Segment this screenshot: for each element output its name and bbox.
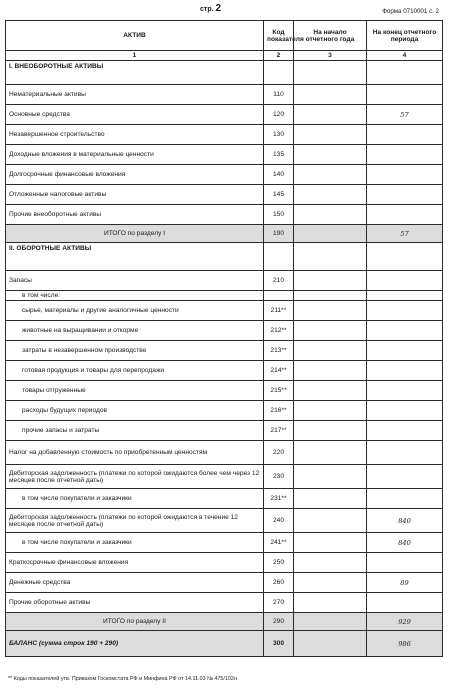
row-code: 213** bbox=[264, 341, 294, 361]
row-code: 231** bbox=[264, 489, 294, 509]
row-end-value bbox=[367, 381, 443, 401]
row-begin-value bbox=[294, 125, 367, 145]
table-row bbox=[6, 381, 443, 401]
row-label: готовая продукция и товары для перепродажи bbox=[6, 361, 264, 381]
row-label: Незавершенное строительство bbox=[6, 125, 264, 145]
row-end-value bbox=[367, 205, 443, 225]
row-end-value: 57 bbox=[367, 105, 443, 125]
row-label: БАЛАНС (сумма строк 190 + 290) bbox=[6, 631, 264, 657]
table-row bbox=[6, 243, 443, 271]
row-end-value bbox=[367, 291, 443, 301]
row-code: 270 bbox=[264, 593, 294, 613]
row-code: 150 bbox=[264, 205, 294, 225]
row-end-value bbox=[367, 489, 443, 509]
row-end-value bbox=[367, 465, 443, 489]
row-end-value bbox=[367, 125, 443, 145]
row-label: Налог на добавленную стоимость по приобретенным ценностям bbox=[6, 441, 264, 465]
row-label: товары отгруженные bbox=[6, 381, 264, 401]
row-begin-value bbox=[294, 341, 367, 361]
row-label: ИТОГО по разделу I bbox=[6, 225, 264, 243]
table-row bbox=[6, 341, 443, 361]
table-row bbox=[6, 465, 443, 489]
table-row bbox=[6, 145, 443, 165]
table-row bbox=[6, 85, 443, 105]
row-end-value: 840 bbox=[367, 533, 443, 553]
row-begin-value bbox=[294, 381, 367, 401]
row-label: в том числе покупатели и заказчики bbox=[6, 533, 264, 553]
row-end-value: 89 bbox=[367, 573, 443, 593]
row-label: Долгосрочные финансовые вложения bbox=[6, 165, 264, 185]
row-label: Дебиторская задолженность (платежи по которой ожидаются более чем через 12 месяцев после отчетной даты) bbox=[6, 465, 264, 489]
row-label: Запасы bbox=[6, 271, 264, 291]
table-row bbox=[6, 441, 443, 465]
row-begin-value bbox=[294, 243, 367, 271]
table-row bbox=[6, 185, 443, 205]
row-end-value bbox=[367, 421, 443, 441]
row-end-value bbox=[367, 301, 443, 321]
form-code: Форма 0710001 с. 2 bbox=[382, 8, 439, 15]
row-code: 130 bbox=[264, 125, 294, 145]
row-begin-value bbox=[294, 441, 367, 465]
row-begin-value bbox=[294, 465, 367, 489]
row-end-value bbox=[367, 321, 443, 341]
table-row bbox=[6, 631, 443, 657]
col-num-code: 2 bbox=[264, 51, 294, 61]
row-end-value bbox=[367, 401, 443, 421]
row-begin-value bbox=[294, 613, 367, 631]
row-label: Нематериальные активы bbox=[6, 85, 264, 105]
table-row bbox=[6, 573, 443, 593]
row-code: 290 bbox=[264, 613, 294, 631]
row-end-value bbox=[367, 361, 443, 381]
table-row bbox=[6, 225, 443, 243]
row-begin-value bbox=[294, 61, 367, 85]
row-end-value bbox=[367, 593, 443, 613]
row-code: 241** bbox=[264, 533, 294, 553]
table-body bbox=[6, 61, 443, 657]
row-label: Доходные вложения в материальные ценности bbox=[6, 145, 264, 165]
row-begin-value bbox=[294, 225, 367, 243]
table-row bbox=[6, 105, 443, 125]
row-label: расходы будущих периодов bbox=[6, 401, 264, 421]
table-row bbox=[6, 61, 443, 85]
row-begin-value bbox=[294, 165, 367, 185]
page-prefix: стр. bbox=[200, 6, 214, 13]
col-header-asset: АКТИВ bbox=[6, 21, 264, 51]
row-code: 260 bbox=[264, 573, 294, 593]
row-begin-value bbox=[294, 271, 367, 291]
row-begin-value bbox=[294, 631, 367, 657]
row-begin-value bbox=[294, 361, 367, 381]
row-label: ИТОГО по разделу II bbox=[6, 613, 264, 631]
row-code: 300 bbox=[264, 631, 294, 657]
row-end-value: 57 bbox=[367, 225, 443, 243]
row-end-value bbox=[367, 145, 443, 165]
table-row bbox=[6, 125, 443, 145]
table-row bbox=[6, 291, 443, 301]
table-row bbox=[6, 509, 443, 533]
table-row bbox=[6, 205, 443, 225]
row-label: Краткосрочные финансовые вложения bbox=[6, 553, 264, 573]
col-num-end: 4 bbox=[367, 51, 443, 61]
row-label: Прочие оборотные активы bbox=[6, 593, 264, 613]
balance-sheet-table bbox=[5, 20, 443, 657]
row-begin-value bbox=[294, 573, 367, 593]
row-end-value bbox=[367, 441, 443, 465]
row-code: 240 bbox=[264, 509, 294, 533]
row-code bbox=[264, 291, 294, 301]
row-code: 120 bbox=[264, 105, 294, 125]
row-label: в том числе: bbox=[6, 291, 264, 301]
table-row bbox=[6, 593, 443, 613]
row-begin-value bbox=[294, 301, 367, 321]
row-begin-value bbox=[294, 205, 367, 225]
row-begin-value bbox=[294, 509, 367, 533]
row-code: 230 bbox=[264, 465, 294, 489]
col-num-begin: 3 bbox=[294, 51, 367, 61]
row-code: 211** bbox=[264, 301, 294, 321]
row-end-value bbox=[367, 61, 443, 85]
row-label: Прочие внеоборотные активы bbox=[6, 205, 264, 225]
table-row bbox=[6, 613, 443, 631]
table-row bbox=[6, 361, 443, 381]
row-code: 250 bbox=[264, 553, 294, 573]
row-begin-value bbox=[294, 553, 367, 573]
row-end-value: 840 bbox=[367, 509, 443, 533]
col-header-end: На конец отчетного периода bbox=[367, 21, 443, 51]
row-end-value bbox=[367, 341, 443, 361]
col-num-asset: 1 bbox=[6, 51, 264, 61]
col-header-code: Код показателя bbox=[264, 21, 294, 51]
row-begin-value bbox=[294, 291, 367, 301]
page-number bbox=[200, 3, 221, 14]
table-row bbox=[6, 533, 443, 553]
table-row bbox=[6, 553, 443, 573]
row-code bbox=[264, 243, 294, 271]
row-begin-value bbox=[294, 145, 367, 165]
row-label: в том числе покупатели и заказчики bbox=[6, 489, 264, 509]
footnote: ** Коды показателей утв. Приказом Госкомстата РФ и Минфина РФ от 14.11.03 № 475/102н bbox=[8, 676, 237, 682]
row-end-value bbox=[367, 271, 443, 291]
row-code: 140 bbox=[264, 165, 294, 185]
row-begin-value bbox=[294, 489, 367, 509]
row-label: прочие запасы и затраты bbox=[6, 421, 264, 441]
row-label: животные на выращивании и откорме bbox=[6, 321, 264, 341]
row-begin-value bbox=[294, 85, 367, 105]
row-code: 216** bbox=[264, 401, 294, 421]
row-begin-value bbox=[294, 533, 367, 553]
row-label: Дебиторская задолженность (платежи по которой ожидаются в течение 12 месяцев после отчетной даты) bbox=[6, 509, 264, 533]
row-begin-value bbox=[294, 593, 367, 613]
table-row bbox=[6, 401, 443, 421]
table-row bbox=[6, 321, 443, 341]
table-row bbox=[6, 165, 443, 185]
row-end-value bbox=[367, 165, 443, 185]
row-begin-value bbox=[294, 401, 367, 421]
row-label: I. ВНЕОБОРОТНЫЕ АКТИВЫ bbox=[6, 61, 264, 85]
row-end-value bbox=[367, 553, 443, 573]
row-code bbox=[264, 61, 294, 85]
page-header bbox=[0, 0, 449, 18]
row-end-value bbox=[367, 185, 443, 205]
row-code: 215** bbox=[264, 381, 294, 401]
row-code: 135 bbox=[264, 145, 294, 165]
row-label: Денежные средства bbox=[6, 573, 264, 593]
row-begin-value bbox=[294, 105, 367, 125]
row-end-value: 929 bbox=[367, 613, 443, 631]
row-code: 190 bbox=[264, 225, 294, 243]
row-begin-value bbox=[294, 421, 367, 441]
row-code: 145 bbox=[264, 185, 294, 205]
row-code: 210 bbox=[264, 271, 294, 291]
page-number-value: 2 bbox=[215, 3, 222, 14]
table-row bbox=[6, 489, 443, 509]
table-row bbox=[6, 271, 443, 291]
row-label: Основные средства bbox=[6, 105, 264, 125]
column-number-row bbox=[6, 51, 443, 61]
table-row bbox=[6, 421, 443, 441]
row-code: 217** bbox=[264, 421, 294, 441]
row-end-value: 986 bbox=[367, 631, 443, 657]
row-label: затраты в незавершенном производстве bbox=[6, 341, 264, 361]
table-row bbox=[6, 301, 443, 321]
row-begin-value bbox=[294, 321, 367, 341]
row-end-value bbox=[367, 243, 443, 271]
row-label: II. ОБОРОТНЫЕ АКТИВЫ bbox=[6, 243, 264, 271]
row-code: 212** bbox=[264, 321, 294, 341]
column-header-row bbox=[6, 21, 443, 51]
row-code: 110 bbox=[264, 85, 294, 105]
row-label: сырье, материалы и другие аналогичные ценности bbox=[6, 301, 264, 321]
col-header-begin: На начало отчетного года bbox=[294, 21, 367, 51]
row-code: 214** bbox=[264, 361, 294, 381]
row-end-value bbox=[367, 85, 443, 105]
row-label: Отложенные налоговые активы bbox=[6, 185, 264, 205]
row-begin-value bbox=[294, 185, 367, 205]
row-code: 220 bbox=[264, 441, 294, 465]
